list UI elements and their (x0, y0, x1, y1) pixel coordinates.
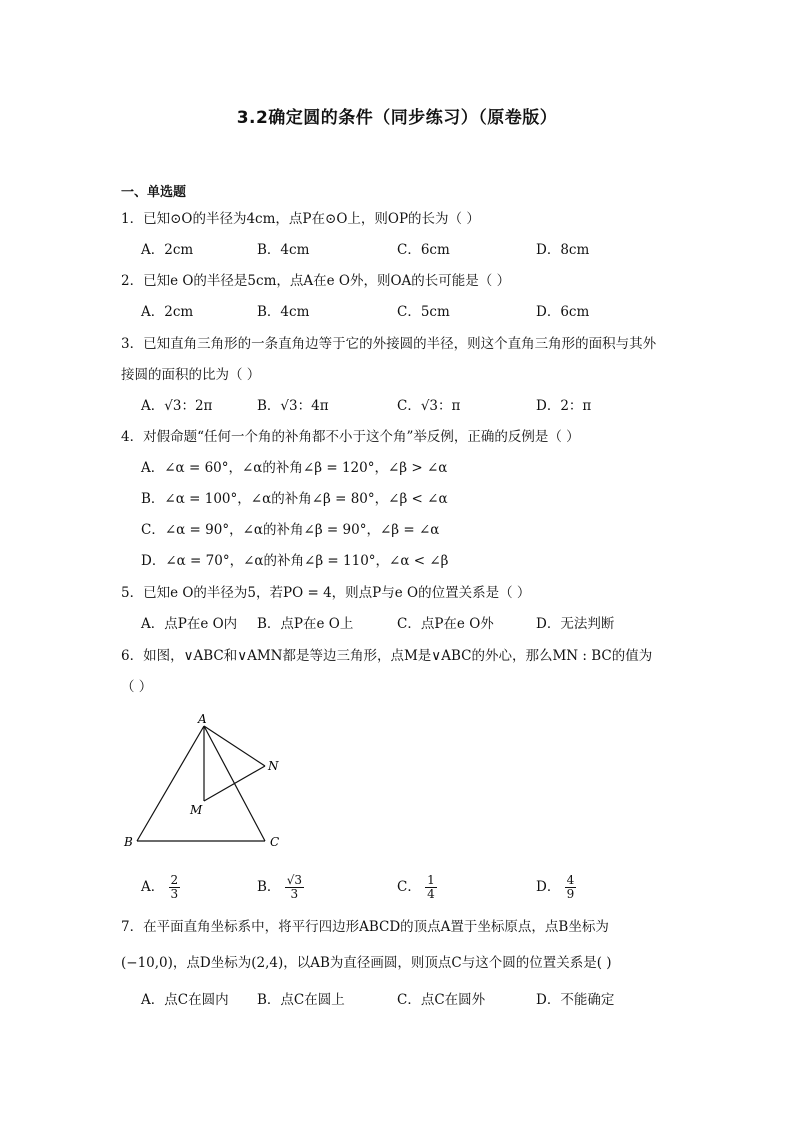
option-b[interactable]: B．√3：4π (257, 398, 329, 414)
option-b[interactable]: B．∠α = 100°，∠α的补角∠β = 80°，∠β < ∠α (141, 491, 448, 507)
label-n: N (268, 759, 279, 773)
option-c[interactable]: C．点C在圆外 (397, 992, 486, 1008)
option-c[interactable]: C．√3：π (397, 398, 461, 414)
label-m: M (190, 803, 203, 817)
option-c[interactable]: C．∠α = 90°，∠α的补角∠β = 90°，∠β = ∠α (141, 522, 440, 538)
question-7-options (141, 988, 701, 1008)
option-a[interactable]: A．2cm (141, 242, 194, 258)
option-d[interactable]: D．不能确定 (536, 992, 615, 1008)
segment-mn (204, 766, 265, 801)
option-b[interactable]: B．点P在e O上 (257, 616, 354, 632)
question-3-stem-line-2: 接圆的面积的比为（ ） (121, 367, 261, 383)
option-d[interactable]: D．∠α = 70°，∠α的补角∠β = 110°，∠α < ∠β (141, 553, 449, 569)
option-b[interactable]: B．点C在圆上 (257, 992, 345, 1008)
segment-ab (137, 726, 204, 841)
option-b[interactable]: B．4cm (257, 242, 310, 258)
label-b: B (124, 835, 133, 849)
option-b[interactable]: B．4cm (257, 304, 310, 320)
option-c[interactable]: C．6cm (397, 242, 450, 258)
option-d[interactable]: D．6cm (536, 304, 590, 320)
option-c[interactable]: C． $\frac{1}{4}$ (397, 873, 435, 901)
section-heading: 一、单选题 (121, 185, 187, 200)
option-a[interactable]: A．√3：2π (141, 398, 213, 414)
segment-an (204, 726, 265, 766)
question-1-stem: 1．已知⊙O的半径为4cm，点P在⊙O上，则OP的长为（ ） (121, 211, 480, 227)
option-b[interactable]: B． $\frac{√3}{3}$ (257, 873, 302, 901)
question-1-options (141, 238, 701, 258)
question-7-stem-line-2: (−10,0)，点D坐标为(2,4)，以AB为直径画圆，则顶点C与这个圆的位置关系是( ) (121, 955, 612, 971)
option-d[interactable]: D．2：π (536, 398, 592, 414)
option-a[interactable]: A．点C在圆内 (141, 992, 229, 1008)
question-5-options (141, 612, 701, 632)
option-d[interactable]: D．无法判断 (536, 616, 615, 632)
label-c: C (270, 835, 280, 849)
question-3-options (141, 394, 701, 414)
option-a[interactable]: A．2cm (141, 304, 194, 320)
question-7-stem-line-1: 7．在平面直角坐标系中，将平行四边形ABCD的顶点A置于坐标原点，点B坐标为 (121, 919, 609, 935)
triangle-figure (118, 706, 298, 856)
option-a[interactable]: A． $\frac{2}{3}$ (141, 873, 179, 901)
question-6-stem-line-1: 6．如图，∨ABC和∨AMN都是等边三角形，点M是∨ABC的外心，那么MN : BC的值为 (121, 648, 653, 664)
option-d[interactable]: D．8cm (536, 242, 590, 258)
question-6-stem-line-2: （ ） (121, 679, 153, 695)
option-a[interactable]: A．点P在e O内 (141, 616, 238, 632)
question-3-stem-line-1: 3．已知直角三角形的一条直角边等于它的外接圆的半径，则这个直角三角形的面积与其外 (121, 336, 657, 352)
option-d[interactable]: D． $\frac{4}{9}$ (536, 873, 575, 901)
question-4-stem: 4．对假命题“任何一个角的补角都不小于这个角”举反例，正确的反例是（ ） (121, 429, 580, 445)
option-c[interactable]: C．5cm (397, 304, 450, 320)
label-a: A (198, 712, 207, 726)
question-2-options (141, 300, 701, 320)
page-title: 3.2确定圆的条件（同步练习）（原卷版） (236, 108, 558, 128)
question-2-stem: 2．已知e O的半径是5cm，点A在e O外，则OA的长可能是（ ） (121, 273, 511, 289)
question-5-stem: 5．已知e O的半径为5，若PO = 4，则点P与e O的位置关系是（ ） (121, 585, 531, 601)
option-c[interactable]: C．点P在e O外 (397, 616, 494, 632)
option-a[interactable]: A．∠α = 60°，∠α的补角∠β = 120°，∠β > ∠α (141, 460, 448, 476)
question-6-options (141, 870, 701, 904)
